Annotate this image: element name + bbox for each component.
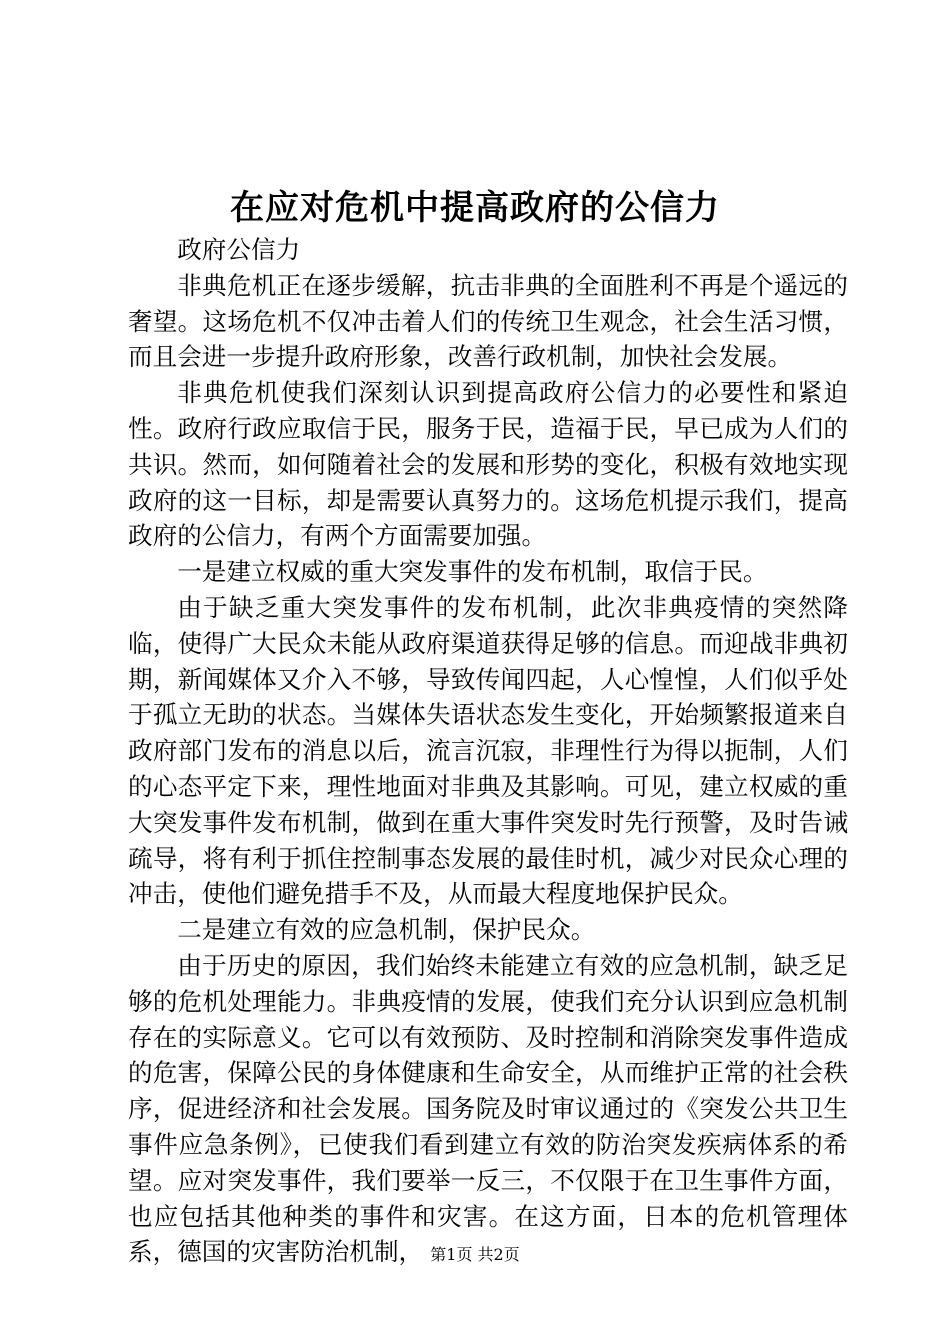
page-number-footer: 第1页 共2页: [430, 1245, 520, 1264]
paragraph-keyword: 政府公信力: [177, 235, 301, 264]
paragraph: 非典危机正在逐步缓解，抗击非典的全面胜利不再是个遥远的奢望。这场危机不仅冲击着人们的传统卫生观念，社会生活习惯，而且会进一步提升政府形象，改善行政机制，加快社会发展。: [128, 270, 848, 372]
document-body: [128, 232, 848, 1270]
paragraph-heading-2: 二是建立有效的应急机制，保护民众。: [177, 915, 596, 945]
document-title: 在应对危机中提高政府的公信力: [230, 188, 720, 228]
paragraph: 非典危机使我们深刻认识到提高政府公信力的必要性和紧迫性。政府行政应取信于民，服务于民，造福于民，早已成为人们的共识。然而，如何随着社会的发展和形势的变化，积极有效地实现政府的这一目标，却是需要认真努力的。这场危机提示我们，提高政府的公信力，有两个方面需要加强。: [128, 378, 848, 551]
paragraph-heading-1: 一是建立权威的重大突发事件的发布机制，取信于民。: [177, 557, 768, 587]
paragraph: 由于历史的原因，我们始终未能建立有效的应急机制，缺乏足够的危机处理能力。非典疫情的发展，使我们充分认识到应急机制存在的实际意义。它可以有效预防、及时控制和消除突发事件造成的危害，保障公民的身体健康和生命安全，从而维护正常的社会秩序，促进经济和社会发展。国务院及时审议通过的《突发公共卫生事件应急条例》，已使我们看到建立有效的防治突发疾病体系的希望。应对突发事件，我们要举一反三，不仅限于在卫生事件方面，也应包括其他种类的事件和灾害。在这方面，日本的危机管理体系，德国的灾害防治机制，: [128, 950, 848, 1267]
paragraph: 由于缺乏重大突发事件的发布机制，此次非典疫情的突然降临，使得广大民众未能从政府渠道获得足够的信息。而迎战非典初期，新闻媒体又介入不够，导致传闻四起，人心惶惶，人们似乎处于孤立无助的状态。当媒体失语状态发生变化，开始频繁报道来自政府部门发布的消息以后，流言沉寂，非理性行为得以扼制，人们的心态平定下来，理性地面对非典及其影响。可见，建立权威的重大突发事件发布机制，做到在重大事件突发时先行预警，及时告诫疏导，将有利于抓住控制事态发展的最佳时机，减少对民众心理的冲击，使他们避免措手不及，从而最大程度地保护民众。: [128, 592, 848, 909]
